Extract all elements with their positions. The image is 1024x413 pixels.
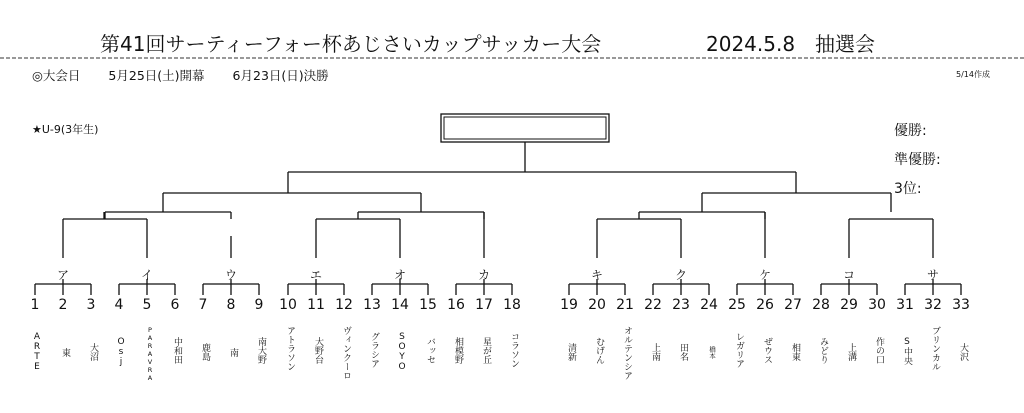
team-name: ヴィンクーロ [341,326,351,380]
team-name: 鹿島 [200,343,210,361]
slot-number: 33 [952,297,970,313]
team-name: 上溝 [846,343,856,361]
team-name: 清新 [566,343,576,361]
pool-label: コ [842,268,855,282]
schedule [32,66,357,84]
slot-number: 25 [728,297,746,313]
team-name: みどり [818,337,828,364]
slot-number: 6 [170,297,180,313]
team-name: PARAVRA [146,326,154,382]
slot-number: 10 [279,297,297,313]
pool-label: カ [477,268,490,282]
created-date: 5/14作成 [956,70,990,79]
team-name: 大沼 [88,343,98,361]
pool-label: イ [140,268,153,282]
team-name: S中央 [902,337,912,365]
team-name: 作の口 [874,337,884,364]
slot-number: 14 [391,297,409,313]
slot-number: 16 [447,297,465,313]
slot-number: 28 [812,297,830,313]
schedule-opening: 5月25日(土)開幕 [108,68,205,83]
slot-number: 27 [784,297,802,313]
team-name: 大野台 [313,337,323,364]
team-name: むげん [594,337,604,364]
team-name: コラソン [509,332,519,368]
team-name: 相東 [790,343,800,361]
pool-label: ア [56,268,69,282]
schedule-final: 6月23日(日)決勝 [232,68,329,83]
slot-number: 11 [307,297,325,313]
slot-number: 2 [58,297,68,313]
pool-label: ウ [224,268,237,282]
team-name: バッセ [425,337,435,364]
slot-number: 7 [198,297,208,313]
slot-number: 22 [644,297,662,313]
pool-label: サ [926,268,939,282]
team-name: 星が丘 [481,337,491,364]
slot-number: 13 [363,297,381,313]
slot-number: 31 [896,297,914,313]
team-name: Osj [116,337,126,367]
team-name: 橋本 [708,346,716,359]
slot-number: 19 [560,297,578,313]
slot-number: 8 [226,297,236,313]
team-name: 東 [60,348,70,357]
slot-number: 29 [840,297,858,313]
slot-number: 5 [142,297,152,313]
slot-number: 9 [254,297,264,313]
slot-number: 4 [114,297,124,313]
team-name: レガリア [734,332,744,368]
pool-label: ケ [758,268,771,282]
slot-number: 30 [868,297,886,313]
team-name: グラシア [369,332,379,368]
team-name: 田名 [678,343,688,361]
champion-box [441,114,609,142]
team-name: ブリンカル [930,326,940,371]
team-name: SOYO [397,332,407,372]
result-runner-up: 準優勝: [894,152,941,168]
pool-label: キ [590,268,603,282]
team-name: ARTE [32,332,42,372]
team-name: 中和田 [172,337,182,364]
slot-number: 26 [756,297,774,313]
team-name: ぜウス [762,337,772,364]
schedule-label: ◎大会日 [32,68,81,83]
pool-label: オ [393,268,406,282]
pool-label: ク [674,268,687,282]
slot-number: 12 [335,297,353,313]
category-label: ★U-9(3年生) [32,123,99,136]
team-name: 大沢 [958,343,968,361]
slot-number: 17 [475,297,493,313]
slot-number: 32 [924,297,942,313]
result-winner: 優勝: [894,123,927,139]
team-name: 南 [228,348,238,357]
result-third: 3位: [894,181,922,197]
page-title: 第41回サーティーフォー杯あじさいカップサッカー大会 [100,32,602,56]
slot-number: 15 [419,297,437,313]
team-name: 相模野 [453,337,463,364]
team-name: 上南 [650,343,660,361]
bracket-lines [35,142,961,295]
draw-date: 2024.5.8 抽選会 [706,32,876,56]
slot-number: 21 [616,297,634,313]
slot-number: 18 [503,297,521,313]
team-name: オルテンシア [622,326,632,380]
slot-number: 1 [30,297,40,313]
slot-number: 3 [86,297,96,313]
slot-number: 20 [588,297,606,313]
pool-label: エ [309,268,322,282]
slot-number: 23 [672,297,690,313]
slot-number: 24 [700,297,718,313]
team-name: アトラソン [285,326,295,371]
team-name: 南大野 [256,337,266,364]
